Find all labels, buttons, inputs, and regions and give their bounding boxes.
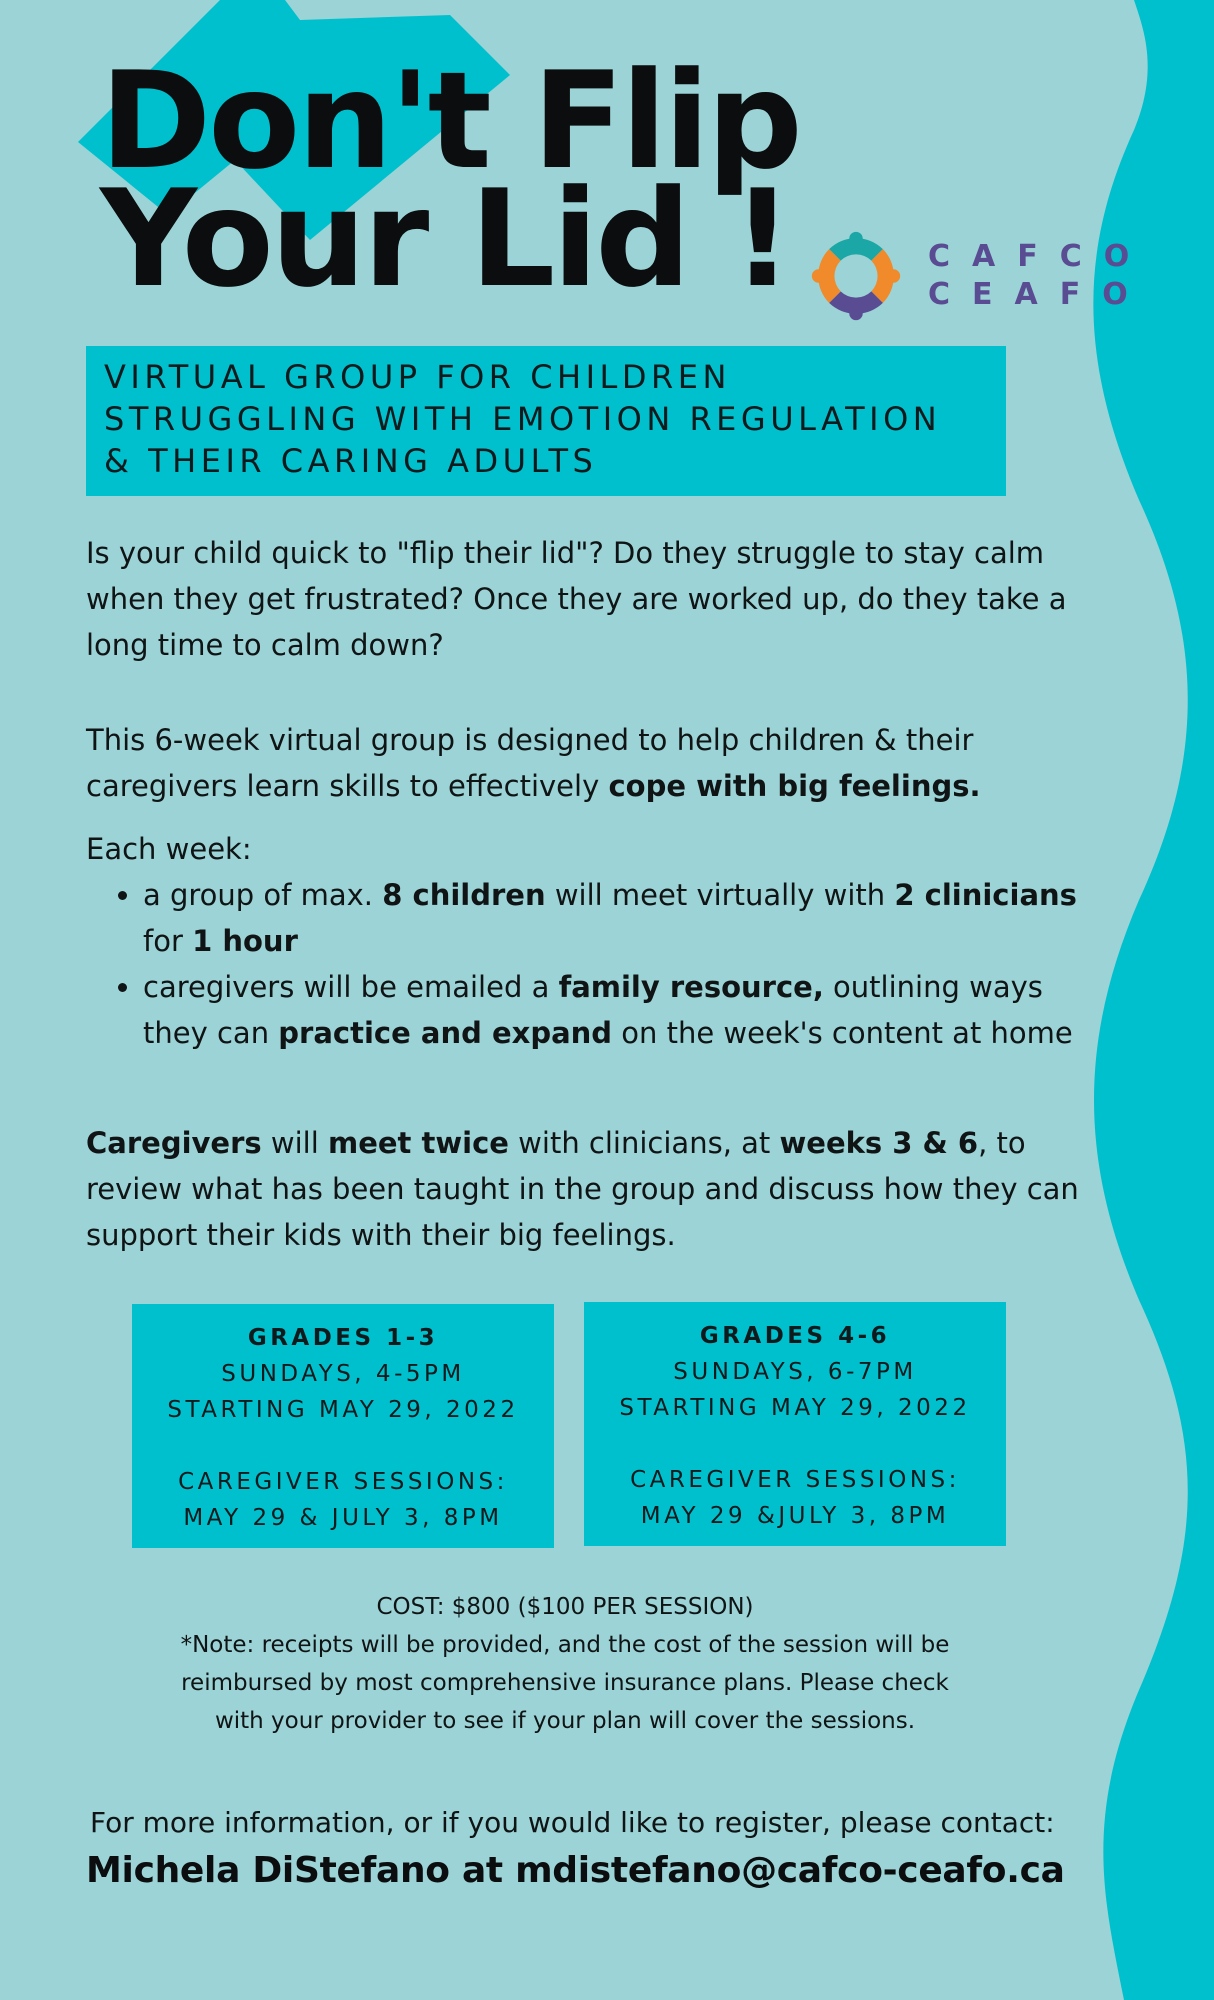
- caregiver-sessions-label: CAREGIVER SESSIONS:: [630, 1467, 960, 1493]
- logo-wordmark: [928, 238, 1151, 314]
- item2-text-a: caregivers will be emailed a: [143, 970, 559, 1004]
- item1-bold-d: 2 clinicians: [894, 878, 1077, 912]
- subtitle-line-2: STRUGGLING WITH EMOTION REGULATION: [104, 400, 942, 438]
- intro-line-3: long time to calm down?: [86, 628, 444, 662]
- grade-schedule: SUNDAYS, 6-7PM: [673, 1359, 917, 1385]
- title-line-2: Your Lid !: [100, 161, 790, 317]
- title-line-1: Don't Flip: [100, 43, 800, 199]
- cost-note-line-3: with your provider to see if your plan will cover the sessions.: [214, 1708, 916, 1734]
- item2-text-f: on the week's content at home: [612, 1016, 1073, 1050]
- cost-note-line-2: reimbursed by most comprehensive insurance plans. Please check: [181, 1670, 949, 1696]
- caregivers-line-1: [86, 1120, 1136, 1166]
- caregivers-bold-c: meet twice: [328, 1126, 509, 1160]
- about-text: caregivers learn skills to effectively: [86, 769, 609, 803]
- cost-section: [140, 1588, 990, 1740]
- item1-text-a: a group of max.: [143, 878, 383, 912]
- about-line-2: [86, 763, 1136, 809]
- cafco-logo: [808, 228, 1151, 324]
- contact-name-email[interactable]: Michela DiStefano at mdistefano@cafco-ceafo.ca: [86, 1850, 1065, 1891]
- caregivers-text-d: with clinicians, at: [508, 1126, 780, 1160]
- grade-start-date: STARTING MAY 29, 2022: [619, 1395, 971, 1421]
- item2-bold-b: family resource,: [558, 970, 824, 1004]
- caregiver-sessions-dates: MAY 29 & JULY 3, 8PM: [183, 1505, 503, 1531]
- grade-schedule: SUNDAYS, 4-5PM: [221, 1361, 465, 1387]
- logo-text-line-2: CEAFO: [928, 277, 1150, 312]
- grade-heading: GRADES 1-3: [247, 1325, 439, 1351]
- list-item: [143, 964, 1136, 1056]
- cost-line: COST: $800 ($100 PER SESSION): [376, 1594, 754, 1620]
- caregiver-sessions-label: CAREGIVER SESSIONS:: [178, 1469, 508, 1495]
- caregivers-paragraph: [86, 1120, 1136, 1258]
- caregivers-bold-e: weeks 3 & 6: [779, 1126, 979, 1160]
- grades-1-3-box: [132, 1304, 554, 1548]
- subtitle-line-1: VIRTUAL GROUP FOR CHILDREN: [104, 358, 731, 396]
- cost-note-line-1: *Note: receipts will be provided, and the cost of the session will be: [180, 1632, 950, 1658]
- item2-text-c: outlining ways: [823, 970, 1043, 1004]
- intro-paragraph: [86, 530, 1136, 668]
- list-item: [143, 872, 1136, 964]
- contact-prompt: For more information, or if you would like to register, please contact:: [90, 1806, 1055, 1839]
- weekly-list: [86, 872, 1136, 1056]
- caregivers-text-f: , to: [978, 1126, 1026, 1160]
- logo-text-line-1: CAFCO: [928, 239, 1152, 274]
- weekly-section: [86, 826, 1136, 1056]
- caregivers-line-3: support their kids with their big feelings.: [86, 1218, 676, 1252]
- item1-bold-f: 1 hour: [192, 924, 298, 958]
- item1-text-c: will meet virtually with: [545, 878, 895, 912]
- item1-bold-b: 8 children: [382, 878, 546, 912]
- about-line-1: This 6-week virtual group is designed to help children & their: [86, 723, 974, 757]
- intro-line-1: Is your child quick to "flip their lid"? Do they struggle to stay calm: [86, 536, 1045, 570]
- grade-heading: GRADES 4-6: [699, 1323, 891, 1349]
- grades-4-6-box: [584, 1302, 1006, 1546]
- weekly-heading: Each week:: [86, 832, 252, 866]
- page-title: [100, 43, 800, 317]
- caregiver-sessions-dates: MAY 29 &JULY 3, 8PM: [640, 1503, 950, 1529]
- item2-text-d: they can: [143, 1016, 279, 1050]
- about-emphasis: cope with big feelings.: [608, 769, 981, 803]
- logo-mark-icon: [808, 228, 904, 324]
- caregivers-line-2: review what has been taught in the group and discuss how they can: [86, 1172, 1079, 1206]
- grade-start-date: STARTING MAY 29, 2022: [167, 1397, 519, 1423]
- intro-line-2: when they get frustrated? Once they are worked up, do they take a: [86, 582, 1067, 616]
- caregivers-bold-a: Caregivers: [86, 1126, 262, 1160]
- caregivers-text-b: will: [261, 1126, 328, 1160]
- item1-text-e: for: [143, 924, 193, 958]
- subtitle-line-3: & THEIR CARING ADULTS: [104, 442, 598, 480]
- item2-bold-e: practice and expand: [278, 1016, 613, 1050]
- about-paragraph: [86, 717, 1136, 809]
- subtitle-banner: [86, 346, 1006, 496]
